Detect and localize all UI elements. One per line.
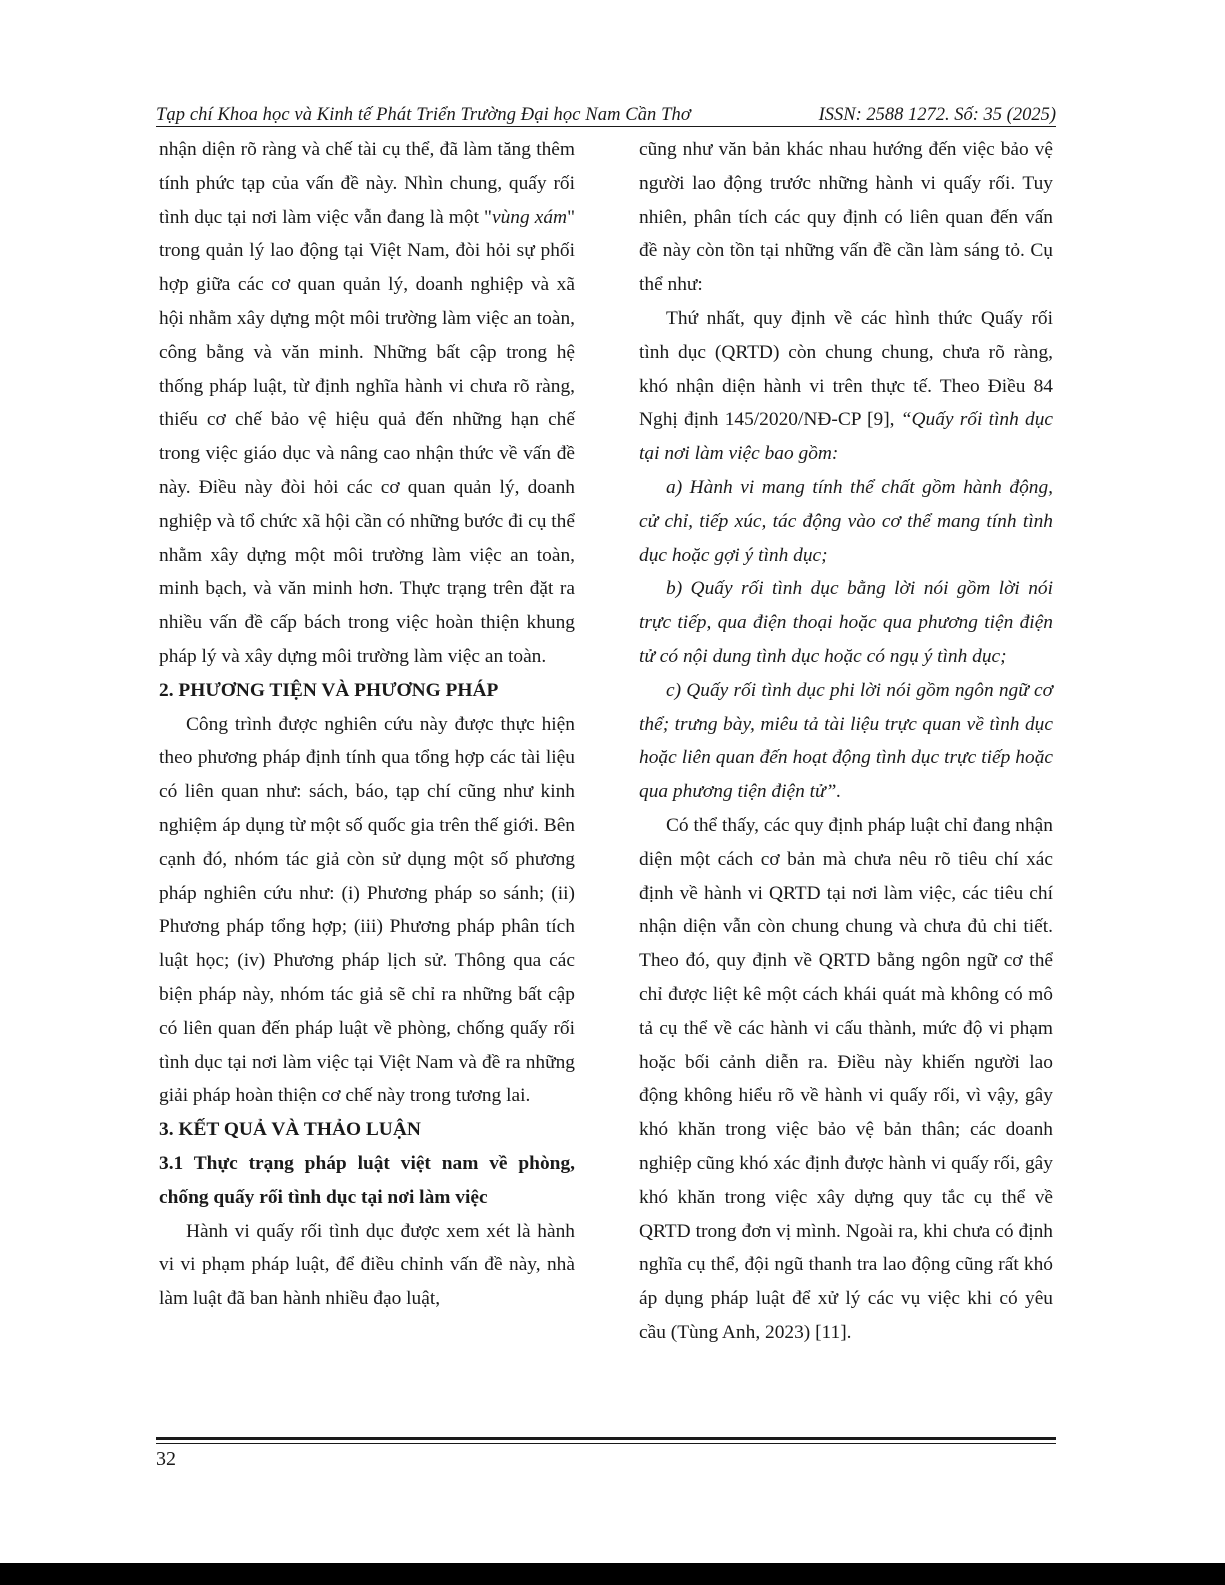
right-column — [639, 133, 1053, 1350]
footer-rule-thin — [156, 1443, 1056, 1444]
footer-rule-thick — [156, 1437, 1056, 1440]
left-column — [159, 133, 575, 1316]
page-number: 32 — [156, 1448, 176, 1470]
list-item-a: a) Hành vi mang tính thể chất gồm hành động, cử chỉ, tiếp xúc, tác động vào cơ thể mang tính tình dục hoặc gợi ý tình dục; — [639, 476, 1053, 566]
header-rule — [156, 126, 1056, 127]
paragraph-methods: Công trình được nghiên cứu này được thực hiện theo phương pháp định tính qua tổng hợp các tài liệu có liên quan như: sách, báo, tạp chí cũng như kinh nghiệm áp dụng từ một số quốc gia trên thế giới. Bên cạnh đó, nhóm tác giả còn sử dụng một số phương pháp nghiên cứu như: (i) Phương pháp so sánh; (ii) Phương pháp tổng hợp; (iii) Phương pháp phân tích luật học; (iv) Phương pháp lịch sử. Thông qua các biện pháp này, nhóm tác giả sẽ chỉ ra những bất cập có liên quan đến pháp luật về phòng, chống quấy rối tình dục tại nơi làm việc tại Việt Nam và đề ra những giải pháp hoàn thiện cơ chế này trong tương lai. — [159, 713, 575, 1107]
list-item-b: b) Quấy rối tình dục bằng lời nói gồm lời nói trực tiếp, qua điện thoại hoặc qua phương tiện điện tử có nội dung tình dục hoặc có ngụ ý tình dục; — [639, 578, 1053, 667]
italic-term: vùng xám — [491, 206, 568, 228]
paragraph-text: nhận diện rõ ràng và chế tài cụ thể, đã làm tăng thêm tính phức tạp của vấn đề này. Nhìn chung, quấy rối tình dục tại nơi làm việc vẫn đang là một " — [159, 139, 575, 228]
section-heading-2: 2. PHƯƠNG TIỆN VÀ PHƯƠNG PHÁP — [159, 679, 499, 701]
section-heading-3: 3. KẾT QUẢ VÀ THẢO LUẬN — [159, 1119, 421, 1141]
paragraph-first-issue — [639, 302, 1053, 471]
paragraph-legal-status: Hành vi quấy rối tình dục được xem xét là hành vi vi phạm pháp luật, để điều chỉnh vấn đề này, nhà làm luật đã ban hành nhiều đạo luật, — [159, 1220, 575, 1310]
paragraph-text: " trong quản lý lao động tại Việt Nam, đòi hỏi sự phối hợp giữa các cơ quan quản lý, doanh nghiệp và xã hội nhằm xây dựng một môi trường làm việc an toàn, công bằng và văn minh. Những bất cập trong hệ thống pháp luật, từ định nghĩa hành vi chưa rõ ràng, thiếu cơ chế bảo vệ hiệu quả đến những hạn chế trong việc giáo dục và nâng cao nhận thức về vấn đề này. Điều này đòi hỏi các cơ quan quản lý, doanh nghiệp và tổ chức xã hội cần có những bước đi cụ thể nhằm xây dựng một môi trường làm việc an toàn, minh bạch, và văn minh hơn. Thực trạng trên đặt ra nhiều vấn đề cấp bách trong việc hoàn thiện khung pháp lý và xây dựng môi trường làm việc an toàn. — [159, 206, 575, 667]
scan-edge-band — [0, 1563, 1225, 1585]
journal-title: Tạp chí Khoa học và Kinh tế Phát Triển Trường Đại học Nam Cần Thơ — [156, 105, 691, 125]
issn-issue: ISSN: 2588 1272. Số: 35 (2025) — [818, 105, 1056, 125]
paragraph-continuation: cũng như văn bản khác nhau hướng đến việc bảo vệ người lao động trước những hành vi quấy rối. Tuy nhiên, phân tích các quy định có liên quan đến vấn đề này còn tồn tại những vấn đề cần làm sáng tỏ. Cụ thể như: — [639, 139, 1053, 296]
list-item-c: c) Quấy rối tình dục phi lời nói gồm ngôn ngữ cơ thể; trưng bày, miêu tả tài liệu trực quan về tình dục hoặc liên quan đến hoạt động tình dục trực tiếp hoặc qua phương tiện điện tử”. — [639, 679, 1053, 803]
subsection-heading-3-1: 3.1 Thực trạng pháp luật việt nam về phòng, chống quấy rối tình dục tại nơi làm việc — [159, 1152, 575, 1208]
paragraph-intro-continuation — [159, 133, 575, 674]
paragraph-text: Thứ nhất, quy định về các hình thức Quấy rối tình dục (QRTD) còn chung chung, chưa rõ ràng, khó nhận diện hành vi trên thực tế. Theo Điều 84 Nghị định 145/2020/NĐ-CP [9], — [639, 307, 1053, 431]
quoted-definition: “Quấy rối tình dục tại nơi làm việc bao gồm: — [639, 409, 1053, 465]
running-header — [156, 100, 1056, 126]
paragraph-analysis: Có thể thấy, các quy định pháp luật chỉ đang nhận diện một cách cơ bản mà chưa nêu rõ tiêu chí xác định về hành vi QRTD tại nơi làm việc, các tiêu chí nhận diện vẫn còn chung chung và chưa đủ chi tiết. Theo đó, quy định về QRTD bằng ngôn ngữ cơ thể chỉ được liệt kê một cách khái quát mà không có mô tả cụ thể về các hành vi cấu thành, mức độ vi phạm hoặc bối cảnh diễn ra. Điều này khiến người lao động không hiểu rõ về hành vi quấy rối, vì vậy, gây khó khăn trong việc bảo vệ bản thân; các doanh nghiệp cũng khó xác định được hành vi quấy rối, gây khó khăn trong việc xây dựng quy tắc cụ thể về QRTD trong đơn vị mình. Ngoài ra, khi chưa có định nghĩa cụ thể, đội ngũ thanh tra lao động cũng rất khó áp dụng pháp luật để xử lý các vụ việc khi có yêu cầu (Tùng Anh, 2023) [11]. — [639, 814, 1053, 1343]
